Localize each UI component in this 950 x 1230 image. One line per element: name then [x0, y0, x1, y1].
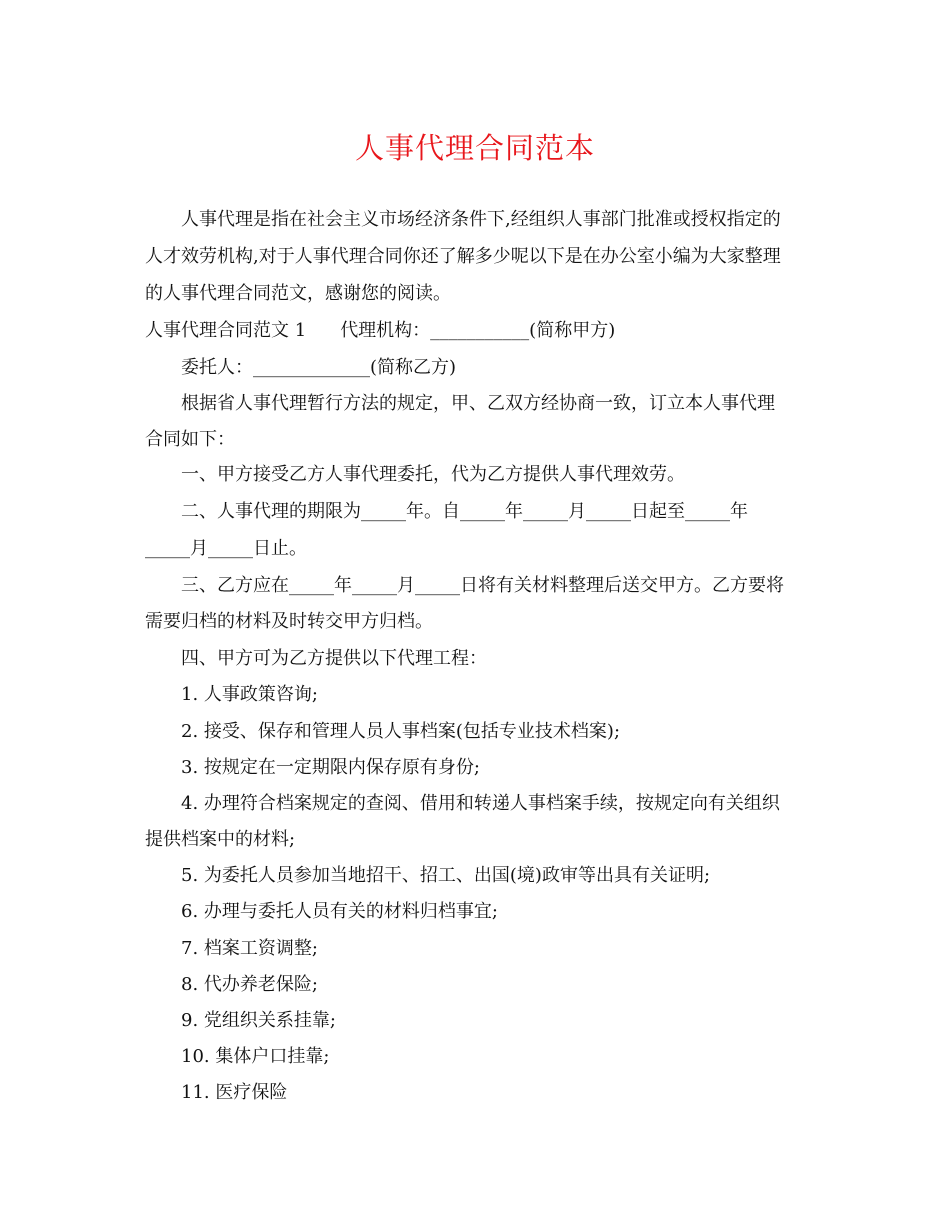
clause-2-line-1: 二、人事代理的期限为_____年。自_____年_____月_____日起至_____年 [181, 501, 748, 522]
clause-2-line-2: _____月_____日止。 [145, 538, 307, 559]
list-item: 6. 办理与委托人员有关的材料归档事宜; [181, 901, 498, 922]
list-item: 10. 集体户口挂靠; [181, 1046, 330, 1067]
list-item: 9. 党组织关系挂靠; [181, 1010, 336, 1031]
sample-label: 人事代理合同范文 1 [145, 320, 307, 341]
list-item: 2. 接受、保存和管理人员人事档案(包括专业技术档案); [181, 721, 621, 742]
basis-line-2: 合同如下： [145, 429, 235, 450]
list-item: 8. 代办养老保险; [181, 974, 318, 995]
clause-1: 一、甲方接受乙方人事代理委托，代为乙方提供人事代理效劳。 [181, 464, 685, 485]
intro-line-3: 的人事代理合同范文，感谢您的阅读。 [145, 283, 451, 304]
clause-3-line-2: 需要归档的材料及时转交甲方归档。 [145, 611, 433, 632]
list-item: 1. 人事政策咨询; [181, 684, 318, 705]
list-item-continuation: 提供档案中的材料; [145, 829, 296, 850]
list-item: 11. 医疗保险 [181, 1082, 288, 1103]
sample-heading-line [145, 318, 815, 344]
list-item: 4. 办理符合档案规定的查阅、借用和转递人事档案手续，按规定向有关组织 [181, 793, 780, 814]
list-item: 3. 按规定在一定期限内保存原有身份; [181, 757, 480, 778]
clause-3-line-1: 三、乙方应在_____年_____月_____日将有关材料整理后送交甲方。乙方要将 [181, 575, 784, 596]
intro-line-1: 人事代理是指在社会主义市场经济条件下,经组织人事部门批准或授权指定的 [181, 209, 781, 230]
agency-line: 代理机构：___________(简称甲方) [340, 320, 616, 341]
client-line: 委托人：_____________(简称乙方) [181, 357, 457, 378]
list-item: 5. 为委托人员参加当地招干、招工、出国(境)政审等出具有关证明; [181, 865, 711, 886]
page-title: 人事代理合同范本 [354, 131, 595, 165]
clause-4-intro: 四、甲方可为乙方提供以下代理工程： [181, 648, 487, 669]
intro-line-2: 人才效劳机构,对于人事代理合同你还了解多少呢以下是在办公室小编为大家整理 [145, 246, 781, 267]
basis-line-1: 根据省人事代理暂行方法的规定，甲、乙双方经协商一致，订立本人事代理 [181, 393, 775, 414]
list-item: 7. 档案工资调整; [181, 938, 318, 959]
